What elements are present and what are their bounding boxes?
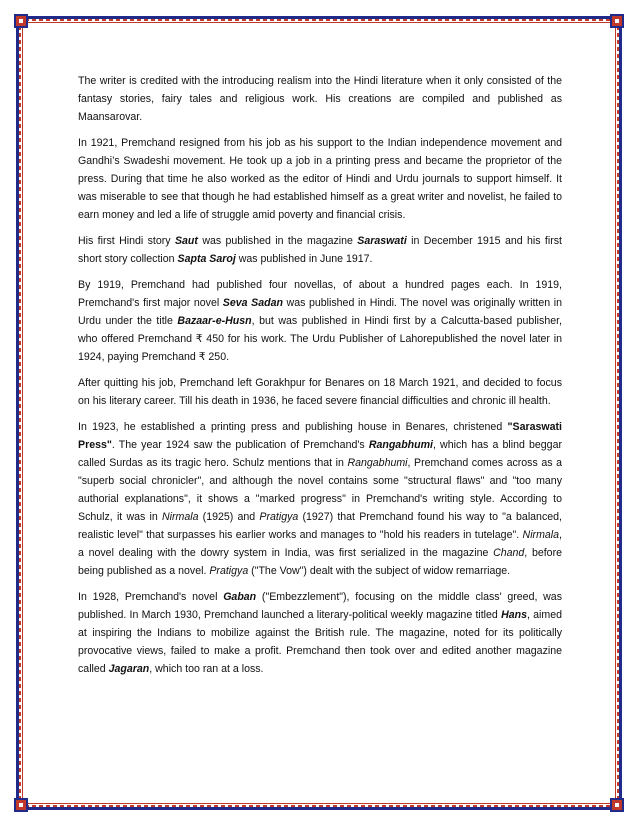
paragraph-5 xyxy=(78,374,562,410)
emphasized-title: Gaban xyxy=(223,591,257,603)
text-run: (1927) that Premchand found his way to "a balanced, realistic level" that surpasses his earlier works and manages to "hold his readers in tutelage". xyxy=(78,511,562,541)
emphasized-title: Rangabhumi xyxy=(368,439,433,451)
text-run: was published in June 1917. xyxy=(235,253,373,265)
text-run: ("The Vow") dealt with the subject of widow remarriage. xyxy=(248,565,511,577)
text-run: After quitting his job, Premchand left Gorakhpur for Benares on 18 March 1921, and decided to focus on his literary career. Till his death in 1936, he faced severe financial difficulties and chronic ill health. xyxy=(78,377,562,407)
emphasized-title: Hans xyxy=(501,609,527,621)
text-run: In 1928, Premchand's novel xyxy=(78,591,224,603)
page-border-strip-bottom xyxy=(18,805,620,807)
text-run: In 1923, he established a printing press and publishing house in Benares, christened xyxy=(78,421,508,433)
text-run: The writer is credited with the introducing realism into the Hindi literature when it only consisted of the fantasy stories, fairy tales and religious work. His creations are compiled and published as Maansarovar. xyxy=(78,75,562,123)
paragraph-7 xyxy=(78,588,562,678)
paragraph-2 xyxy=(78,134,562,224)
text-run: . The year 1924 saw the publication of Premchand's xyxy=(111,439,369,451)
text-run: By 1919, Premchand had published four novellas, of about a hundred pages each. In 1919, Premchand's first major novel xyxy=(78,279,562,309)
corner-ornament-icon xyxy=(610,14,624,28)
italic-title: Rangabhumi xyxy=(347,457,408,469)
italic-title: Pratigya xyxy=(209,565,249,577)
text-run: ("Embezzlement"), focusing on the middle class' greed, was published. In March 1930, Premchand launched a literary-political weekly magazine titled xyxy=(78,591,562,621)
text-run: In 1921, Premchand resigned from his job as his support to the Indian independence movement and Gandhi’s Swadeshi movement. He took up a job in a printing press and became the proprietor of the press. During that time he also worked as the editor of Hindi and Urdu journals to support himself. It was miserable to see that though he had established himself as a great writer and novelist, he failed to earn money and led a life of struggle amid poverty and financial crisis. xyxy=(78,137,562,221)
paragraph-4 xyxy=(78,276,562,366)
emphasized-title: Saraswati xyxy=(357,235,407,247)
paragraph-1 xyxy=(78,72,562,126)
text-run: , which has a blind beggar called Surdas as its tragic hero. Schulz mentions that in xyxy=(78,439,562,469)
text-run: , before being published as a novel. xyxy=(78,547,562,577)
page-border-strip-left xyxy=(19,19,21,807)
text-run: was published in Hindi. The novel was originally written in Urdu under the title xyxy=(78,297,562,327)
text-run: in December 1915 and his first short story collection xyxy=(78,235,562,265)
emphasized-title: Jagaran xyxy=(108,663,150,675)
document-body xyxy=(78,72,562,686)
corner-ornament-icon xyxy=(610,798,624,812)
italic-title: Nirmala xyxy=(522,529,560,541)
emphasized-title: Bazaar-e-Husn xyxy=(177,315,252,327)
emphasized-title: Saut xyxy=(174,235,198,247)
page-border-strip-right xyxy=(617,19,619,807)
text-run: His first Hindi story xyxy=(78,235,175,247)
text-run: was published in the magazine xyxy=(197,235,358,247)
paragraph-6 xyxy=(78,418,562,580)
emphasized-title: Sapta Saroj xyxy=(177,253,236,265)
text-run: , which too ran at a loss. xyxy=(149,663,264,675)
paragraph-3 xyxy=(78,232,562,268)
italic-title: Pratigya xyxy=(259,511,299,523)
text-run: , a novel dealing with the dowry system in India, was first serialized in the magazine xyxy=(78,529,562,559)
text-run: , aimed at inspiring the Indians to mobilize against the British rule. The magazine, noted for its politically provocative views, failed to make a profit. Premchand then took over and edited another magazine called xyxy=(78,609,562,675)
italic-title: Nirmala xyxy=(161,511,199,523)
page-border-strip-top xyxy=(18,19,620,21)
corner-ornament-icon xyxy=(14,798,28,812)
text-run: (1925) and xyxy=(198,511,260,523)
bold-text: "Saraswati Press" xyxy=(78,421,562,451)
corner-ornament-icon xyxy=(14,14,28,28)
italic-title: Chand xyxy=(493,547,525,559)
emphasized-title: Seva Sadan xyxy=(222,297,283,309)
text-run: , Premchand comes across as a "superb social chronicler", and although the novel contains some "structural flaws" and "too many authorial explanations", it shows a "marked progress" in Premchand's writing style. According to Schulz, it was in xyxy=(78,457,562,523)
text-run: , but was published in Hindi first by a Calcutta-based publisher, who offered Premchand ₹ 450 for his work. The Urdu Publisher of Lahorepublished the novel later in 1924, paying Premchand ₹ 250. xyxy=(78,315,562,363)
